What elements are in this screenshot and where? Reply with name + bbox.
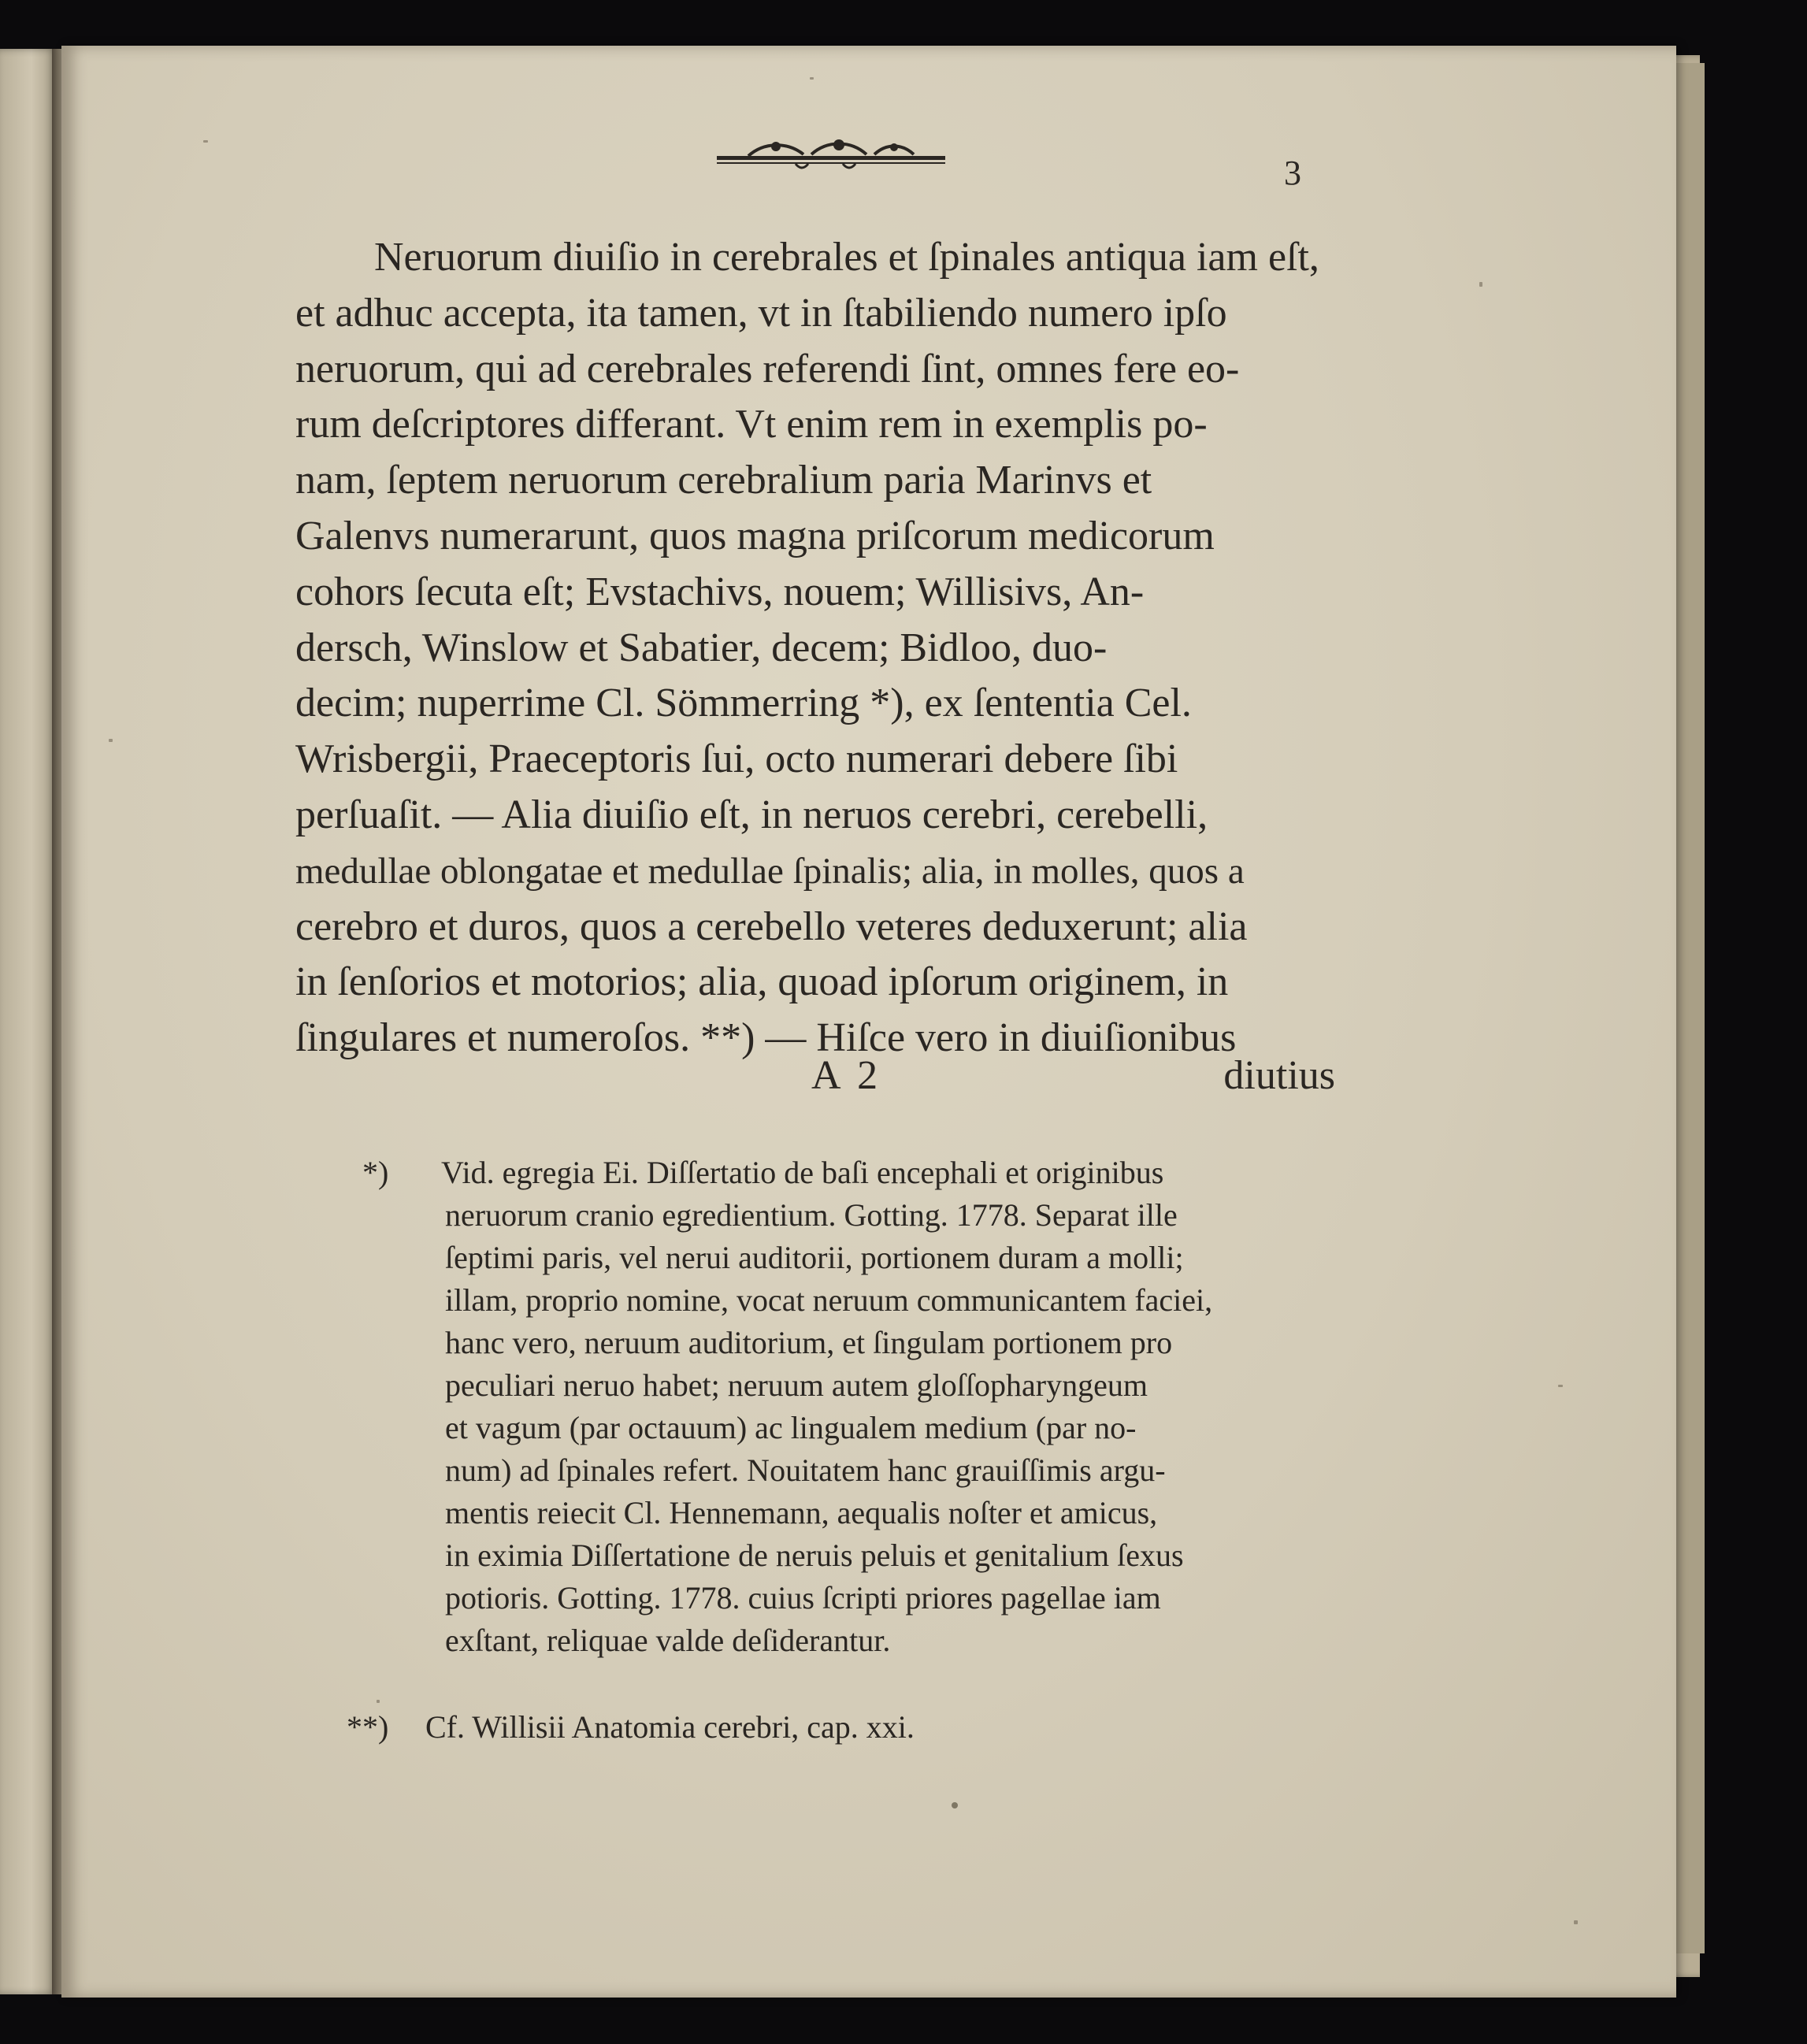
body-line: ſingulares et numeroſos. **) — Hiſce vero in diuiſionibus xyxy=(295,1015,1237,1061)
footnote-line: et vagum (par octauum) ac lingualem medium (par no- xyxy=(445,1410,1137,1445)
footnote-line: hanc vero, neruum auditorium, et ſingulam portionem pro xyxy=(445,1325,1173,1360)
footnote-line: potioris. Gotting. 1778. cuius ſcripti priores pagellae iam xyxy=(445,1580,1161,1616)
body-line: in ſenſorios et motorios; alia, quoad ipſorum originem, in xyxy=(295,959,1229,1005)
body-line: cerebro et duros, quos a cerebello veteres deduxerunt; alia xyxy=(295,903,1248,949)
footnote-line: *) Vid. egregia Ei. Diſſertatio de baſi encephali et originibus xyxy=(362,1152,1333,1194)
footnote-line: in eximia Diſſertatione de neruis peluis et genitalium ſexus xyxy=(445,1538,1184,1573)
body-line: rum deſcriptores differant. Vt enim rem in exemplis po- xyxy=(295,402,1208,447)
body-line: perſuaſit. — Alia diuiſio eſt, in neruos cerebri, cerebelli, xyxy=(295,792,1208,837)
footnote-line: num) ad ſpinales refert. Nouitatem hanc grauiſſimis argu- xyxy=(445,1452,1166,1488)
body-line: Galenvs numerarunt, quos magna priſcorum medicorum xyxy=(295,513,1215,558)
page-number: 3 xyxy=(1284,154,1301,192)
footnote-line: peculiari neruo habet; neruum autem gloſſopharyngeum xyxy=(445,1367,1148,1403)
footnote-line: exſtant, reliquae valde deſiderantur. xyxy=(445,1623,891,1658)
body-line: medullae oblongatae et medullae ſpinalis; alia, in molles, quos a xyxy=(295,850,1245,892)
facing-page-edge xyxy=(0,49,57,1994)
body-line: Wrisbergii, Praeceptoris ſui, octo numerari debere ſibi xyxy=(295,736,1178,782)
footnote-line: **) Cf. Willisii Anatomia cerebri, cap. xxi. xyxy=(347,1706,1333,1749)
catchword: diutius xyxy=(1223,1053,1335,1098)
footnote-marker: *) xyxy=(362,1155,389,1190)
footnote-line: mentis reiecit Cl. Hennemann, aequalis noſter et amicus, xyxy=(445,1495,1158,1530)
signature-mark: A 2 xyxy=(811,1053,882,1098)
body-line: dersch, Winslow et Sabatier, decem; Bidloo, duo- xyxy=(295,625,1108,670)
body-line: et adhuc accepta, ita tamen, vt in ſtabiliendo numero ipſo xyxy=(295,290,1227,336)
footnote-line: neruorum cranio egredientium. Gotting. 1778. Separat ille xyxy=(445,1197,1178,1233)
body-line: cohors ſecuta eſt; Evstachivs, nouem; Willisivs, An- xyxy=(295,569,1145,614)
body-line: Neruorum diuiſio in cerebrales et ſpinales antiqua iam eſt, xyxy=(374,235,1319,280)
body-text xyxy=(295,230,1335,1067)
footnote-marker: **) xyxy=(347,1709,389,1745)
footnote-line: illam, proprio nomine, vocat neruum communicantem faciei, xyxy=(445,1282,1213,1318)
body-line: nam, ſeptem neruorum cerebralium paria Marinvs et xyxy=(295,458,1152,503)
footnotes xyxy=(347,1152,1333,1749)
body-line: neruorum, qui ad cerebrales referendi ſint, omnes fere eo- xyxy=(295,346,1240,391)
headpiece-ornament xyxy=(717,139,945,172)
footnote-line: ſeptimi paris, vel nerui auditorii, portionem duram a molli; xyxy=(445,1240,1184,1275)
body-line: decim; nuperrime Cl. Sömmerring *), ex ſententia Cel. xyxy=(295,681,1192,726)
